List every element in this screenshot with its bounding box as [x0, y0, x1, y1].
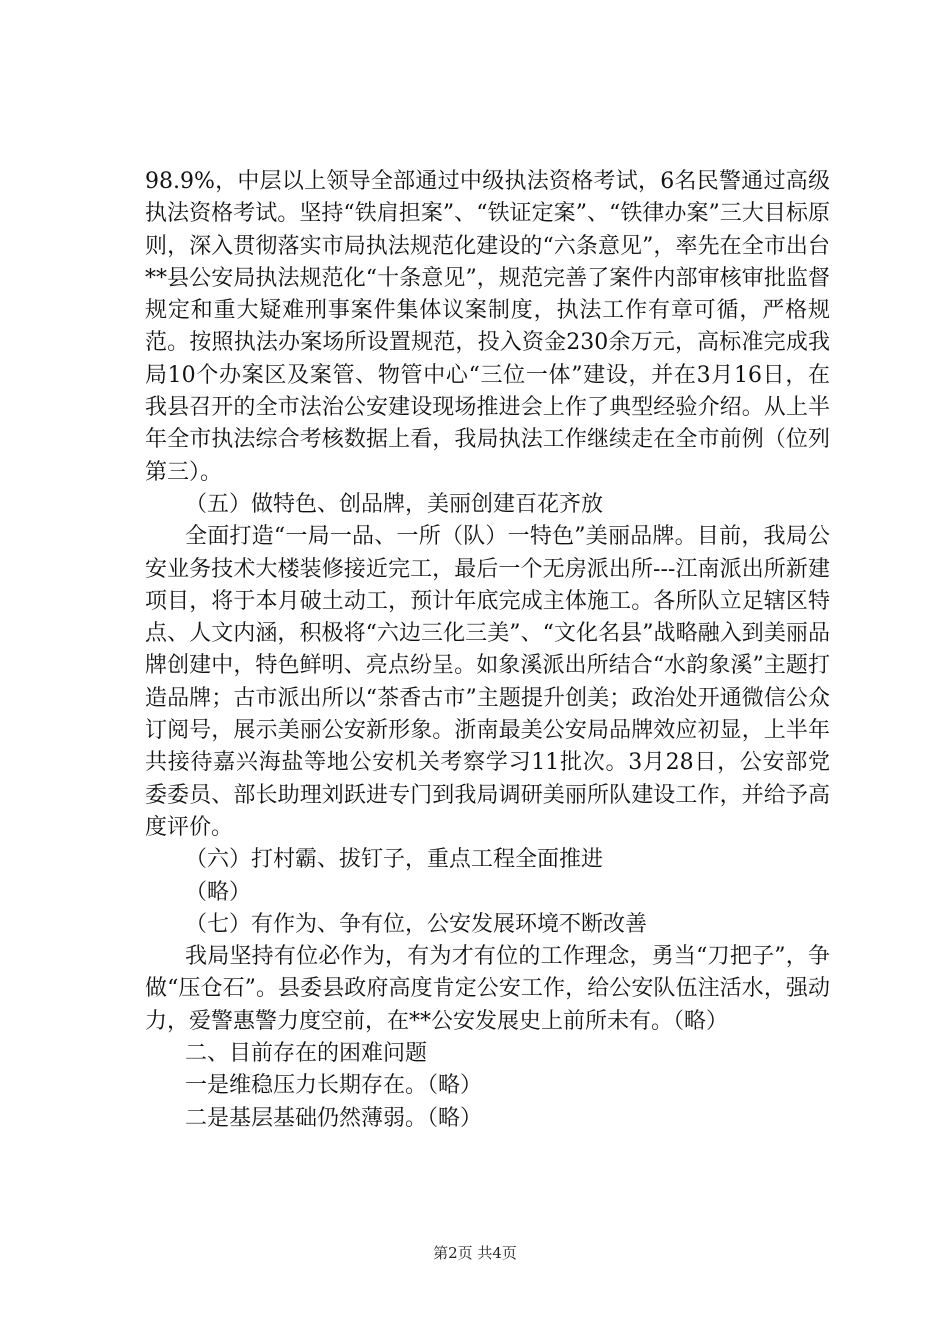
paragraph-1: 98.9%，中层以上领导全部通过中级执法资格考试，6名民警通过高级执法资格考试。坚持“铁肩担案”、“铁证定案”、“铁律办案”三大目标原则，深入贯彻落实市局执法规范化建设的“六条意见”，率先在全市出台**县公安局执法规范化“十条意见”，规范完善了案件内部审核审批监督规定和重大疑难刑事案件集体议案制度，执法工作有章可循，严格规范。按照执法办案场所设置规范，投入资金230余万元，高标准完成我局10个办案区及案管、物管中心“三位一体”建设，并在3月16日，在我县召开的全市法治公安建设现场推进会上作了典型经验介绍。从上半年全市执法综合考核数据上看，我局执法工作继续走在全市前例（位列第三）。 [145, 169, 830, 485]
document-body [145, 166, 830, 1135]
paragraph-3: 我局坚持有位必作为，有为才有位的工作理念，勇当“刀把子”，争做“压仓石”。县委县政府高度肯定公安工作，给公安队伍注活水，强动力，爱警惠警力度空前，在**公安发展史上前所未有。（略） [145, 944, 830, 1034]
problem-item-2: 二是基层基础仍然薄弱。（略） [185, 1105, 483, 1131]
omitted-note-1: （略） [185, 879, 252, 905]
section-heading-6: （六）打村霸、拔钉子，重点工程全面推进 [185, 847, 604, 873]
section-heading-7: （七）有作为、争有位，公安发展环境不断改善 [185, 911, 648, 937]
page-number-footer: 第2页 共4页 [433, 1244, 517, 1262]
section-heading-2: 二、目前存在的困难问题 [185, 1041, 428, 1067]
problem-item-1: 一是维稳压力长期存在。（略） [185, 1073, 483, 1099]
paragraph-2: 全面打造“一局一品、一所（队）一特色”美丽品牌。目前，我局公安业务技术大楼装修接近完工，最后一个无房派出所---江南派出所新建项目，将于本月破土动工，预计年底完成主体施工。各所队立足辖区特点、人文内涵，积极将“六边三化三美”、“文化名县”战略融入到美丽品牌创建中，特色鲜明、亮点纷呈。如象溪派出所结合“水韵象溪”主题打造品牌；古市派出所以“茶香古市”主题提升创美；政治处开通微信公众订阅号，展示美丽公安新形象。浙南最美公安局品牌效应初显，上半年共接待嘉兴海盐等地公安机关考察学习11批次。3月28日，公安部党委委员、部长助理刘跃进专门到我局调研美丽所队建设工作，并给予高度评价。 [145, 524, 830, 840]
section-heading-5: （五）做特色、创品牌，美丽创建百花齐放 [185, 491, 604, 517]
